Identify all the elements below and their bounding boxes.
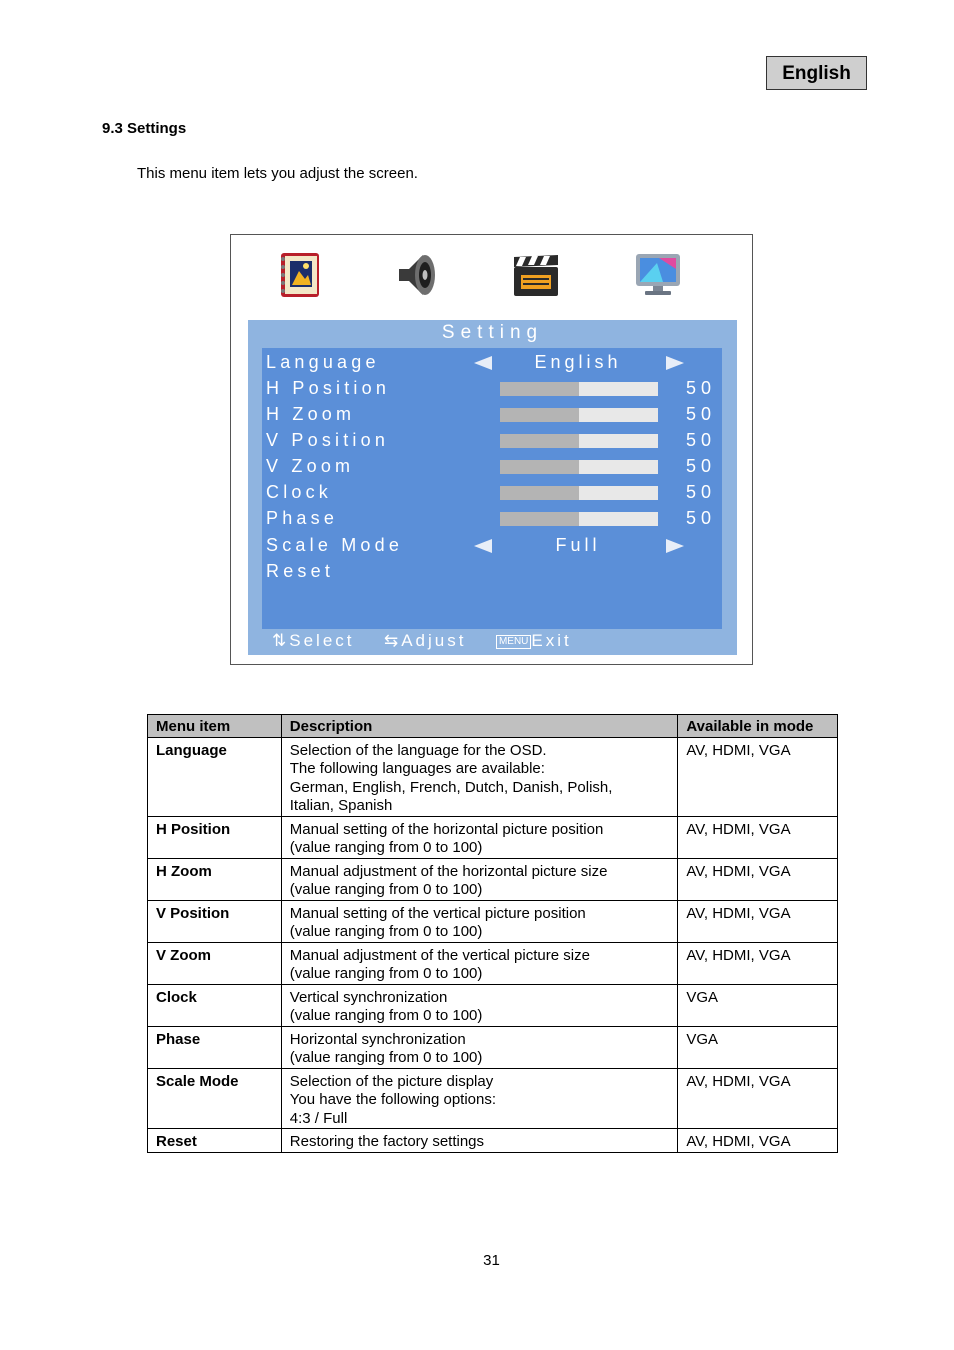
mode-cell: AV, HDMI, VGA	[678, 900, 838, 942]
arrow-right-icon[interactable]	[666, 356, 684, 370]
description-line: Manual adjustment of the horizontal picture size	[289, 862, 608, 880]
osd-row-label: Reset	[266, 561, 335, 581]
osd-row-label: Scale Mode	[266, 535, 404, 555]
mode-cell: AV, HDMI, VGA	[678, 942, 838, 984]
speaker-icon	[391, 251, 441, 299]
osd-row-label: H Position	[266, 378, 391, 398]
osd-row-label: Language	[266, 352, 380, 372]
description-line: You have the following options:	[289, 1091, 497, 1108]
table-row	[148, 858, 838, 900]
description-line: Selection of the picture display	[289, 1072, 494, 1090]
osd-row-language[interactable]	[262, 350, 722, 376]
osd-row-label: H Zoom	[266, 404, 356, 424]
osd-slider-fill	[500, 408, 579, 422]
menu-item-cell: Clock	[148, 984, 282, 1026]
osd-slider-value: 50	[686, 404, 717, 424]
table-row	[148, 942, 838, 984]
description-line: (value ranging from 0 to 100)	[289, 1007, 483, 1024]
osd-slider-value: 50	[686, 508, 717, 528]
column-header: Description	[281, 715, 678, 738]
description-cell	[281, 942, 678, 984]
osd-slider-fill	[500, 434, 579, 448]
table-row	[148, 816, 838, 858]
mode-cell: AV, HDMI, VGA	[678, 816, 838, 858]
description-line: German, English, French, Dutch, Danish, Polish,	[289, 778, 613, 796]
osd-row-clock[interactable]	[262, 480, 722, 506]
osd-slider[interactable]	[500, 408, 658, 422]
menu-item-cell: H Zoom	[148, 858, 282, 900]
menu-item-cell: Reset	[148, 1129, 282, 1153]
osd-row-v-zoom[interactable]	[262, 454, 722, 480]
description-line: (value ranging from 0 to 100)	[289, 965, 483, 982]
osd-row-label: V Zoom	[266, 456, 355, 476]
menu-item-cell: Phase	[148, 1026, 282, 1068]
picture-book-icon	[275, 251, 325, 299]
description-line: Horizontal synchronization	[289, 1030, 466, 1048]
menu-key-icon: MENU	[496, 635, 531, 649]
osd-slider-value: 50	[686, 456, 717, 476]
osd-row-scale-mode[interactable]	[262, 533, 722, 559]
mode-cell: VGA	[678, 984, 838, 1026]
osd-row-reset[interactable]	[262, 559, 722, 585]
mode-cell: VGA	[678, 1026, 838, 1068]
arrow-left-icon[interactable]	[474, 356, 492, 370]
description-line: (value ranging from 0 to 100)	[289, 839, 483, 856]
column-header: Available in mode	[678, 715, 838, 738]
description-line: The following languages are available:	[289, 760, 545, 777]
osd-slider-value: 50	[686, 430, 717, 450]
menu-item-cell: V Zoom	[148, 942, 282, 984]
osd-row-h-zoom[interactable]	[262, 402, 722, 428]
column-header: Menu item	[148, 715, 282, 738]
osd-choice-value: Full	[555, 535, 601, 555]
arrow-left-icon[interactable]	[474, 539, 492, 553]
osd-setting-panel	[248, 320, 737, 655]
menu-item-cell: V Position	[148, 900, 282, 942]
up-down-arrows-icon: ⇅	[272, 631, 290, 650]
intro-text: This menu item lets you adjust the screen.	[137, 165, 418, 182]
menu-item-cell: Scale Mode	[148, 1068, 282, 1129]
osd-row-label: Clock	[266, 482, 333, 502]
osd-screenshot	[230, 234, 753, 665]
menu-item-cell: Language	[148, 737, 282, 816]
table-row	[148, 1026, 838, 1068]
osd-title: Setting	[441, 322, 544, 343]
table-row	[148, 1129, 838, 1153]
osd-slider-fill	[500, 512, 579, 526]
osd-slider[interactable]	[500, 382, 658, 396]
osd-slider[interactable]	[500, 512, 658, 526]
section-title: 9.3 Settings	[102, 120, 187, 137]
description-cell	[281, 984, 678, 1026]
page-number: 31	[483, 1252, 500, 1269]
osd-slider[interactable]	[500, 486, 658, 500]
description-line: (value ranging from 0 to 100)	[289, 881, 483, 898]
description-cell	[281, 1129, 678, 1153]
description-cell	[281, 1026, 678, 1068]
description-cell	[281, 816, 678, 858]
mode-cell: AV, HDMI, VGA	[678, 858, 838, 900]
description-line: (value ranging from 0 to 100)	[289, 923, 483, 940]
osd-footer-exit: Exit	[531, 631, 572, 650]
language-badge: English	[766, 56, 867, 90]
description-line: Manual adjustment of the vertical picture size	[289, 946, 590, 964]
osd-row-h-position[interactable]	[262, 376, 722, 402]
description-line: 4:3 / Full	[289, 1109, 348, 1127]
monitor-icon	[633, 251, 683, 299]
osd-choice-value: English	[534, 352, 622, 372]
osd-slider-value: 50	[686, 482, 717, 502]
osd-slider-value: 50	[686, 378, 717, 398]
description-line: Manual setting of the horizontal picture position	[289, 820, 604, 838]
description-cell	[281, 1068, 678, 1129]
table-row	[148, 900, 838, 942]
clapperboard-icon	[511, 251, 561, 299]
mode-cell: AV, HDMI, VGA	[678, 1129, 838, 1153]
description-line: Vertical synchronization	[289, 988, 448, 1006]
osd-footer-adjust: Adjust	[401, 631, 467, 650]
osd-row-v-position[interactable]	[262, 428, 722, 454]
description-line: Italian, Spanish	[289, 797, 393, 814]
description-cell	[281, 858, 678, 900]
osd-slider-fill	[500, 486, 579, 500]
description-line: Restoring the factory settings	[289, 1133, 485, 1150]
osd-footer-hints	[272, 631, 572, 651]
osd-row-phase[interactable]	[262, 506, 722, 532]
description-line: (value ranging from 0 to 100)	[289, 1049, 483, 1066]
osd-slider[interactable]	[500, 460, 658, 474]
description-cell	[281, 900, 678, 942]
settings-table	[147, 714, 838, 1153]
osd-row-label: V Position	[266, 430, 390, 450]
osd-row-label: Phase	[266, 508, 339, 528]
osd-menu-list	[262, 348, 722, 629]
table-row	[148, 984, 838, 1026]
description-cell	[281, 737, 678, 816]
description-line: Selection of the language for the OSD.	[289, 741, 547, 759]
table-header-row	[148, 715, 838, 738]
mode-cell: AV, HDMI, VGA	[678, 1068, 838, 1129]
table-row	[148, 1068, 838, 1129]
description-line: Manual setting of the vertical picture position	[289, 904, 586, 922]
left-right-arrows-icon: ⇆	[383, 631, 402, 650]
arrow-right-icon[interactable]	[666, 539, 684, 553]
osd-slider-fill	[500, 382, 579, 396]
osd-slider[interactable]	[500, 434, 658, 448]
mode-cell: AV, HDMI, VGA	[678, 737, 838, 816]
table-row	[148, 737, 838, 816]
osd-slider-fill	[500, 460, 579, 474]
menu-item-cell: H Position	[148, 816, 282, 858]
osd-footer-select: Select	[289, 631, 355, 650]
